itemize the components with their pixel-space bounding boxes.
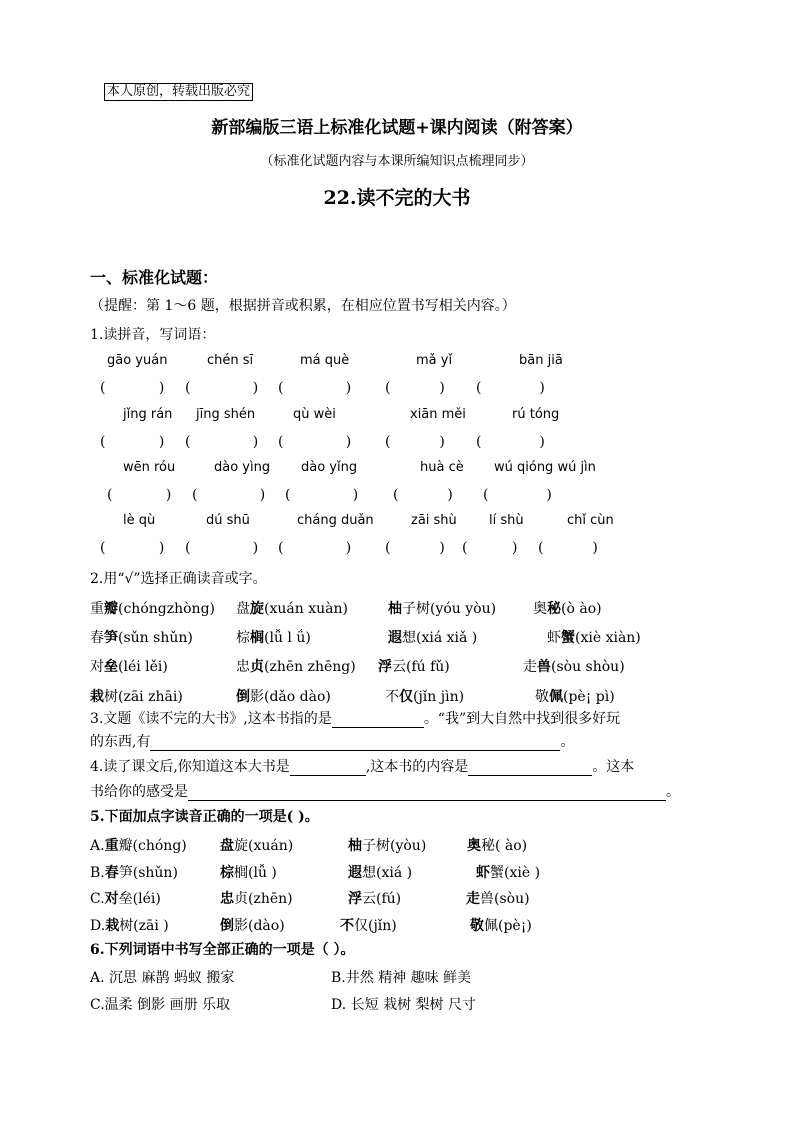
q2-item[interactable]: 奥秘(ò ào): [533, 601, 602, 617]
q3-line-1: 3.文题《读不完的大书》,这本书指的是 。“我”到大自然中找到很多好玩: [90, 711, 621, 727]
pinyin: lè qù: [123, 513, 156, 528]
answer-box[interactable]: ( ): [107, 487, 172, 503]
pinyin: dào yǐng: [301, 460, 358, 475]
answer-box[interactable]: ( ): [385, 380, 445, 396]
pinyin: má què: [300, 353, 350, 368]
pinyin: huà cè: [420, 460, 464, 475]
q2-item[interactable]: 不仅(jǐn jìn): [385, 689, 465, 705]
pinyin: rú tóng: [512, 407, 560, 422]
q2-item[interactable]: 遐想(xiá xiǎ ): [388, 630, 478, 646]
pinyin: wēn róu: [123, 460, 176, 475]
q2-item[interactable]: 走兽(sòu shòu): [523, 659, 625, 675]
answer-box[interactable]: ( ): [185, 540, 259, 556]
q2-item[interactable]: 棕榈(lǚ l ǘ): [236, 630, 311, 646]
q6-option-a[interactable]: A. 沉思 麻鹊 蚂蚁 搬家: [90, 970, 235, 986]
q2-item[interactable]: 虾蟹(xiè xiàn): [547, 630, 641, 646]
q2-item[interactable]: 浮云(fú fǔ): [378, 659, 450, 675]
pinyin: jīng shén: [196, 407, 256, 422]
answer-box[interactable]: ( ): [462, 540, 518, 556]
q2-item[interactable]: 栽树(zāi zhāi): [90, 689, 183, 705]
answer-box[interactable]: ( ): [476, 380, 545, 396]
answer-box[interactable]: ( ): [185, 434, 259, 450]
fill-blank[interactable]: [150, 736, 560, 751]
pinyin: jǐng rán: [123, 407, 173, 422]
q5-option-a-word: 奥秘( ào): [467, 838, 528, 854]
pinyin: qù wèi: [293, 407, 336, 422]
pinyin: wú qióng wú jìn: [494, 460, 596, 475]
q5-label: 5.下面加点字读音正确的一项是( )。: [90, 809, 319, 825]
pinyin: chén sī: [207, 353, 254, 368]
pinyin: lí shù: [489, 513, 524, 528]
q5-option-d[interactable]: D.栽树(zāi ): [90, 918, 169, 934]
q5-option-a-word: 盘旋(xuán): [220, 838, 294, 854]
answer-box[interactable]: ( ): [100, 380, 165, 396]
q2-item[interactable]: 春笋(sǔn shǔn): [90, 630, 193, 646]
answer-box[interactable]: ( ): [285, 487, 359, 503]
q5-option-b[interactable]: B.春笋(shǔn): [90, 865, 178, 881]
document-subtitle: （标准化试题内容与本课所编知识点梳理同步）: [260, 154, 534, 169]
q2-label: 2.用“√”选择正确读音或字。: [90, 571, 267, 587]
pinyin: gāo yuán: [107, 353, 168, 368]
lesson-title: 22.读不完的大书: [323, 187, 471, 209]
answer-box[interactable]: ( ): [100, 434, 165, 450]
answer-box[interactable]: ( ): [476, 434, 545, 450]
copyright-stamp: 本人原创，转载出版必究: [104, 83, 253, 101]
q6-option-d[interactable]: D. 长短 栽树 梨树 尺寸: [331, 997, 476, 1013]
q4-line-1: 4.读了课文后,你知道这本大书是 ,这本书的内容是 。这本: [90, 759, 635, 775]
q2-item[interactable]: 忠贞(zhēn zhēng): [236, 659, 356, 675]
q5-option-b-word: 棕榈(lǚ ): [220, 865, 277, 881]
answer-box[interactable]: ( ): [393, 487, 453, 503]
pinyin: chǐ cùn: [567, 513, 614, 528]
fill-blank[interactable]: [290, 761, 366, 776]
q4-line-2: 书给你的感受是 。: [90, 784, 680, 800]
answer-box[interactable]: ( ): [100, 540, 165, 556]
fill-blank[interactable]: [188, 786, 666, 801]
answer-box[interactable]: ( ): [278, 434, 352, 450]
q5-option-c[interactable]: C.对垒(léi): [90, 891, 161, 907]
section-heading: 一、标准化试题：: [90, 268, 219, 287]
answer-box[interactable]: ( ): [278, 540, 352, 556]
q6-option-b[interactable]: B.井然 精神 趣味 鲜美: [331, 970, 472, 986]
answer-box[interactable]: ( ): [385, 540, 445, 556]
q6-option-c[interactable]: C.温柔 倒影 画册 乐取: [90, 997, 231, 1013]
pinyin: cháng duǎn: [297, 513, 374, 528]
q5-option-c-word: 忠贞(zhēn): [220, 891, 293, 907]
pinyin: bān jiā: [519, 353, 563, 368]
q2-item[interactable]: 倒影(dǎo dào): [236, 689, 331, 705]
q2-item[interactable]: 柚子树(yóu yòu): [388, 601, 497, 617]
pinyin: xiān měi: [410, 407, 466, 422]
pinyin: mǎ yǐ: [416, 353, 453, 368]
q5-option-c-word: 浮云(fú): [348, 891, 402, 907]
answer-box[interactable]: ( ): [192, 487, 266, 503]
q3-line-2: 的东西,有 。: [90, 734, 575, 750]
answer-box[interactable]: ( ): [483, 487, 552, 503]
q2-item[interactable]: 对垒(léi lěi): [90, 659, 168, 675]
q6-label: 6.下列词语中书写全部正确的一项是（ ）。: [90, 942, 355, 958]
section-hint: （提醒：第 1～6 题，根据拼音或积累，在相应位置书写相关内容。）: [90, 298, 516, 314]
pinyin: dào yìng: [214, 460, 271, 475]
answer-box[interactable]: ( ): [385, 434, 445, 450]
answer-box[interactable]: ( ): [185, 380, 259, 396]
q5-option-b-word: 虾蟹(xiè ): [476, 865, 541, 881]
pinyin: zāi shù: [411, 513, 457, 528]
q1-label: 1.读拼音，写词语：: [90, 327, 216, 343]
q5-option-a[interactable]: A.重瓣(chóng): [90, 838, 187, 854]
pinyin: dú shū: [206, 513, 250, 528]
q5-option-d-word: 敬佩(pè¡): [470, 918, 532, 934]
q5-option-a-word: 柚子树(yòu): [348, 838, 427, 854]
q2-item[interactable]: 盘旋(xuán xuàn): [236, 601, 348, 617]
q2-item[interactable]: 敬佩(pè¡ pì): [535, 689, 615, 705]
q5-option-b-word: 遐想(xiá ): [348, 865, 413, 881]
fill-blank[interactable]: [468, 761, 592, 776]
document-title: 新部编版三语上标准化试题+课内阅读（附答案）: [211, 118, 583, 138]
q5-option-d-word: 不仅(jǐn): [340, 918, 397, 934]
fill-blank[interactable]: [332, 713, 424, 728]
answer-box[interactable]: ( ): [278, 380, 352, 396]
q5-option-c-word: 走兽(sòu): [466, 891, 530, 907]
answer-box[interactable]: ( ): [538, 540, 598, 556]
q2-item[interactable]: 重瓣(chóngzhòng): [90, 601, 215, 617]
q5-option-d-word: 倒影(dào): [220, 918, 285, 934]
